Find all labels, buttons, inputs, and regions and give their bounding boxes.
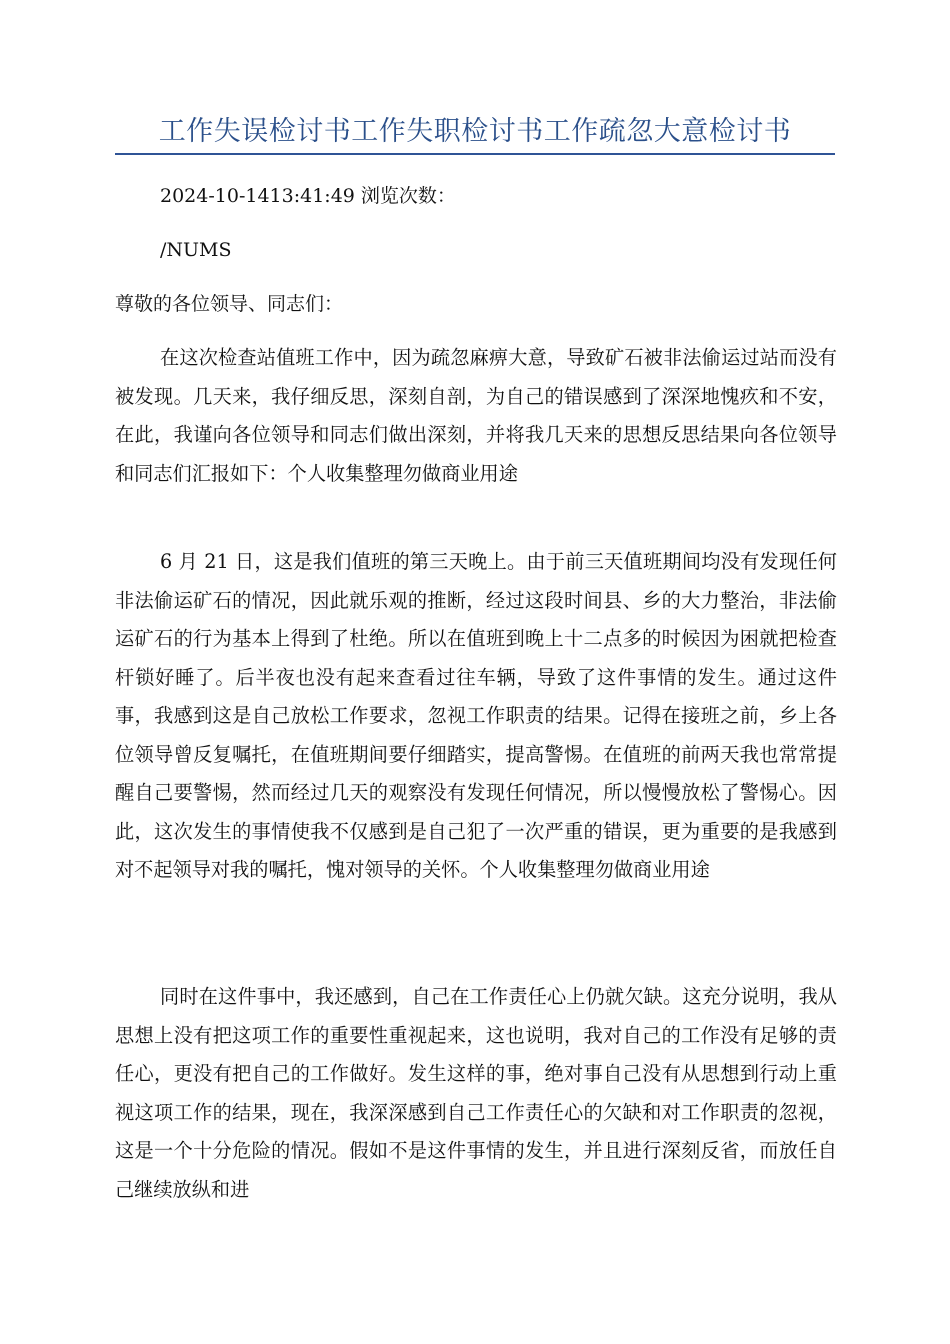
document-title: 工作失误检讨书工作失职检讨书工作疏忽大意检讨书 [158, 116, 792, 147]
publish-date-views: 2024-10-1413:41:49 浏览次数： [160, 185, 456, 207]
salutation: 尊敬的各位领导、同志们： [115, 293, 344, 315]
view-count-placeholder: /NUMS [160, 239, 232, 261]
body-paragraph-2: 6 月 21 日，这是我们值班的第三天晚上。由于前三天值班期间均没有发现任何非法偷运矿石的情况，因此就乐观的推断，经过这段时间县、乡的大力整治，非法偷运矿石的行为基本上得到了杜绝。所以在值班到晚上十二点多的时候因为困就把检查杆锁好睡了。后半夜也没有起来查看过往车辆，导致了这件事情的发生。通过这件事，我感到这是自己放松工作要求，忽视工作职责的结果。记得在接班之前，乡上各位领导曾反复嘱托，在值班期间要仔细踏实，提高警惕。在值班的前两天我也常常提醒自己要警惕，然而经过几天的观察没有发现任何情况，所以慢慢放松了警惕心。因此，这次发生的事情使我不仅感到是自己犯了一次严重的错误，更为重要的是我感到对不起领导对我的嘱托，愧对领导的关怀。个人收集整理勿做商业用途 [115, 550, 837, 881]
body-paragraph-1: 在这次检查站值班工作中，因为疏忽麻痹大意，导致矿石被非法偷运过站而没有被发现。几天来，我仔细反思，深刻自剖，为自己的错误感到了深深地愧疚和不安，在此，我谨向各位领导和同志们做出深刻，并将我几天来的思想反思结果向各位领导和同志们汇报如下：个人收集整理勿做商业用途 [115, 346, 837, 485]
title-underline [115, 153, 835, 155]
body-paragraph-3: 同时在这件事中，我还感到，自己在工作责任心上仍就欠缺。这充分说明，我从思想上没有把这项工作的重要性重视起来，这也说明，我对自己的工作没有足够的责任心，更没有把自己的工作做好。发生这样的事，绝对事自己没有从思想到行动上重视这项工作的结果，现在，我深深感到自己工作责任心的欠缺和对工作职责的忽视，这是一个十分危险的情况。假如不是这件事情的发生，并且进行深刻反省，而放任自己继续放纵和进 [115, 985, 837, 1201]
